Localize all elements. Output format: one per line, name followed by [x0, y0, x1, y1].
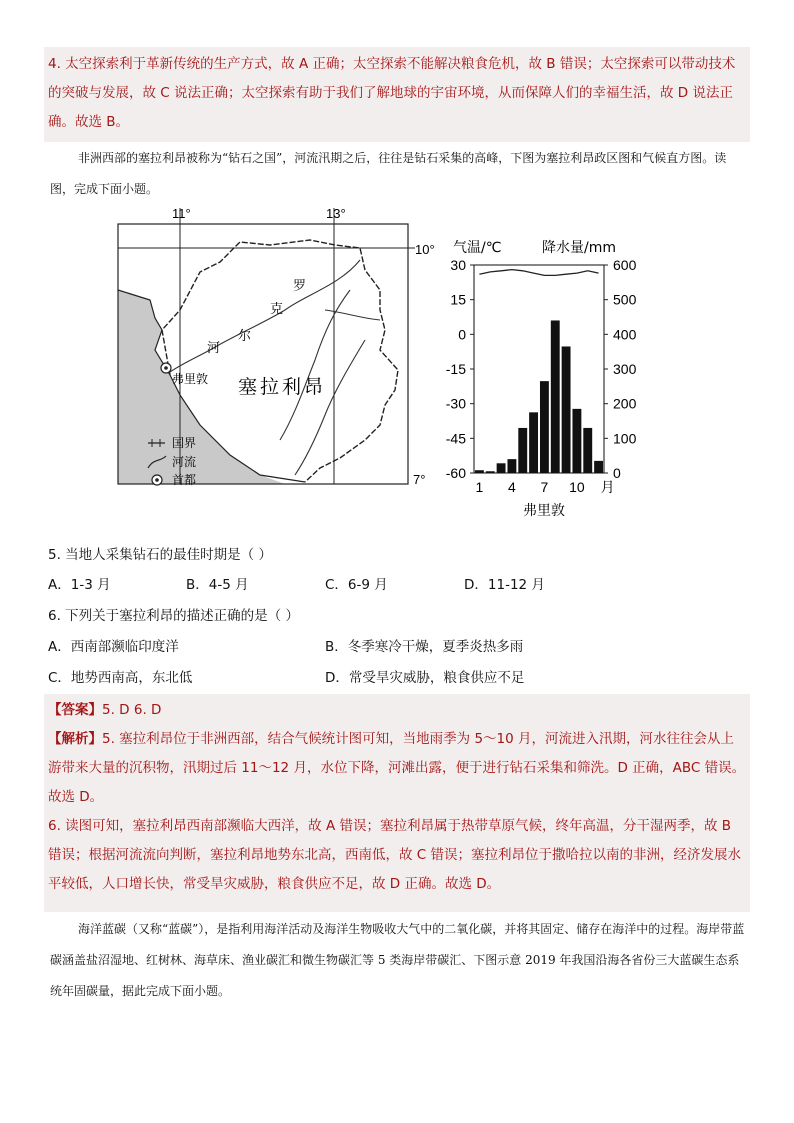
month-tick-label: 4 — [508, 479, 516, 495]
river-char-3: 尔 — [238, 329, 252, 344]
precip-bar — [518, 428, 527, 473]
temp-tick-label: -30 — [445, 395, 466, 412]
answer-label: 【答案】 — [48, 702, 102, 718]
q5-option-c: C．6-9 月 — [325, 577, 388, 593]
river-char-1: 罗 — [293, 279, 307, 294]
legend-river: 河流 — [172, 455, 197, 469]
precip-bar — [540, 381, 549, 473]
answer-text: 5. D 6. D — [102, 702, 162, 718]
precip-bar — [486, 471, 495, 473]
q5-option-d: D．11-12 月 — [464, 577, 545, 593]
sierra-leone-map — [118, 206, 435, 487]
temp-tick-label: 30 — [450, 257, 466, 273]
precip-bar — [551, 320, 560, 473]
legend-border: 国界 — [172, 436, 197, 450]
precip-bar — [507, 459, 516, 473]
q6-option-a: A．西南部濒临印度洋 — [48, 639, 179, 655]
analysis-label: 【解析】 — [48, 731, 102, 747]
temp-tick-label: -15 — [445, 361, 466, 377]
answer-line — [44, 694, 750, 725]
month-tick-label: 1 — [475, 479, 484, 495]
precip-bar — [572, 409, 581, 473]
q4-explanation: 4. 太空探索利于革新传统的生产方式，故 A 正确；太空探索不能解决粮食危机，故 B 错误；太空探索可以带动技术的突破与发展，故 C 说法正确；太空探索有助于我们了解地球的宇宙环境，从而保障人们的幸福生活，故 D 说法正确。故选 B。 — [48, 56, 736, 130]
precip-tick-label: 500 — [613, 291, 637, 308]
country-name: 塞拉利昂 — [238, 376, 327, 398]
month-tick-label: 10 — [569, 479, 585, 495]
lon-label-11: 11° — [172, 206, 191, 221]
precip-bar — [583, 428, 592, 473]
q6-option-d: D．常受旱灾威胁，粮食供应不足 — [325, 670, 525, 686]
capital-label: 弗里敦 — [172, 372, 209, 386]
figure — [110, 200, 650, 530]
precip-bar — [594, 461, 603, 473]
temp-tick-label: -60 — [445, 465, 466, 481]
q4-explanation-block — [44, 47, 750, 142]
precip-tick-label: 200 — [613, 395, 637, 412]
q6-option-c: C．地势西南高，东北低 — [48, 670, 193, 686]
q6-option-b: B．冬季寒冷干燥，夏季炎热多雨 — [325, 639, 524, 655]
temp-axis-title: 气温/℃ — [453, 240, 502, 256]
temp-tick-label: 0 — [458, 326, 466, 343]
lat-label-7: 7° — [413, 472, 426, 487]
precip-bar — [562, 346, 571, 473]
temperature-line — [479, 270, 598, 276]
lon-label-13: 13° — [326, 206, 346, 221]
intro-paragraph-2: 海洋蓝碳（又称“蓝碳”），是指利用海洋活动及海洋生物吸收大气中的二氧化碳，并将其固定、储存在海洋中的过程。海岸带蓝碳涵盖盐沼湿地、红树林、海草床、渔业碳汇和微生物碳汇等 5 类海岸带碳汇、下图示意 2019 年我国沿海各省份三大蓝碳生态系统年固碳量，据此完成下面小题。 — [50, 922, 745, 998]
precip-tick-label: 400 — [613, 326, 637, 343]
question-6: 6. 下列关于塞拉利昂的描述正确的是（ ） — [48, 608, 299, 624]
answer-analysis-block — [44, 694, 750, 912]
precip-tick-label: 600 — [613, 257, 637, 273]
river-char-4: 河 — [207, 341, 221, 356]
q5-option-a: A．1-3 月 — [48, 577, 111, 593]
analysis-5-text: 5. 塞拉利昂位于非洲西部，结合气候统计图可知，当地雨季为 5～10 月，河流进入汛期，河水往往会从上游带来大量的沉积物，汛期过后 11～12 月，水位下降，河滩出露，便于进行钻石采集和筛洗。D 正确，ABC 错误。故选 D。 — [48, 731, 746, 805]
temp-tick-label: -45 — [445, 430, 466, 447]
question-5: 5. 当地人采集钻石的最佳时期是（ ） — [48, 547, 272, 563]
month-unit-label: 月 — [600, 480, 615, 496]
analysis-6: 6. 读图可知，塞拉利昂西南部濒临大西洋，故 A 错误；塞拉利昂属于热带草原气候，终年高温，分干湿两季，故 B 错误；根据河流流向判断，塞拉利昂地势东北高，西南低，故 C 错误；塞拉利昂位于撒哈拉以南的非洲，经济发展水平较低，人口增长快，常受旱灾威胁，粮食供应不足，故 D 正确。故选 D。 — [48, 818, 742, 892]
analysis-5 — [44, 725, 750, 812]
lat-label-10: 10° — [415, 242, 435, 257]
climate-chart — [446, 239, 637, 519]
month-tick-label: 7 — [540, 479, 549, 495]
q5-option-b: B．4-5 月 — [186, 577, 249, 593]
figure-svg — [110, 200, 650, 530]
precip-tick-label: 0 — [613, 465, 621, 481]
precip-tick-label: 300 — [613, 361, 637, 377]
temp-tick-label: 15 — [450, 291, 466, 308]
intro-paragraph-1: 非洲西部的塞拉利昂被称为“钻石之国”，河流汛期之后，往往是钻石采集的高峰，下图为塞拉利昂政区图和气候直方图。读图，完成下面小题。 — [50, 151, 727, 196]
river-char-2: 克 — [270, 302, 284, 317]
precip-bar — [497, 463, 506, 473]
precip-tick-label: 100 — [613, 430, 637, 447]
station-label: 弗里敦 — [523, 503, 565, 519]
precip-axis-title: 降水量/mm — [542, 240, 616, 256]
precip-bar — [529, 412, 538, 473]
precip-bar — [475, 470, 484, 473]
legend-capital: 首都 — [172, 473, 197, 487]
